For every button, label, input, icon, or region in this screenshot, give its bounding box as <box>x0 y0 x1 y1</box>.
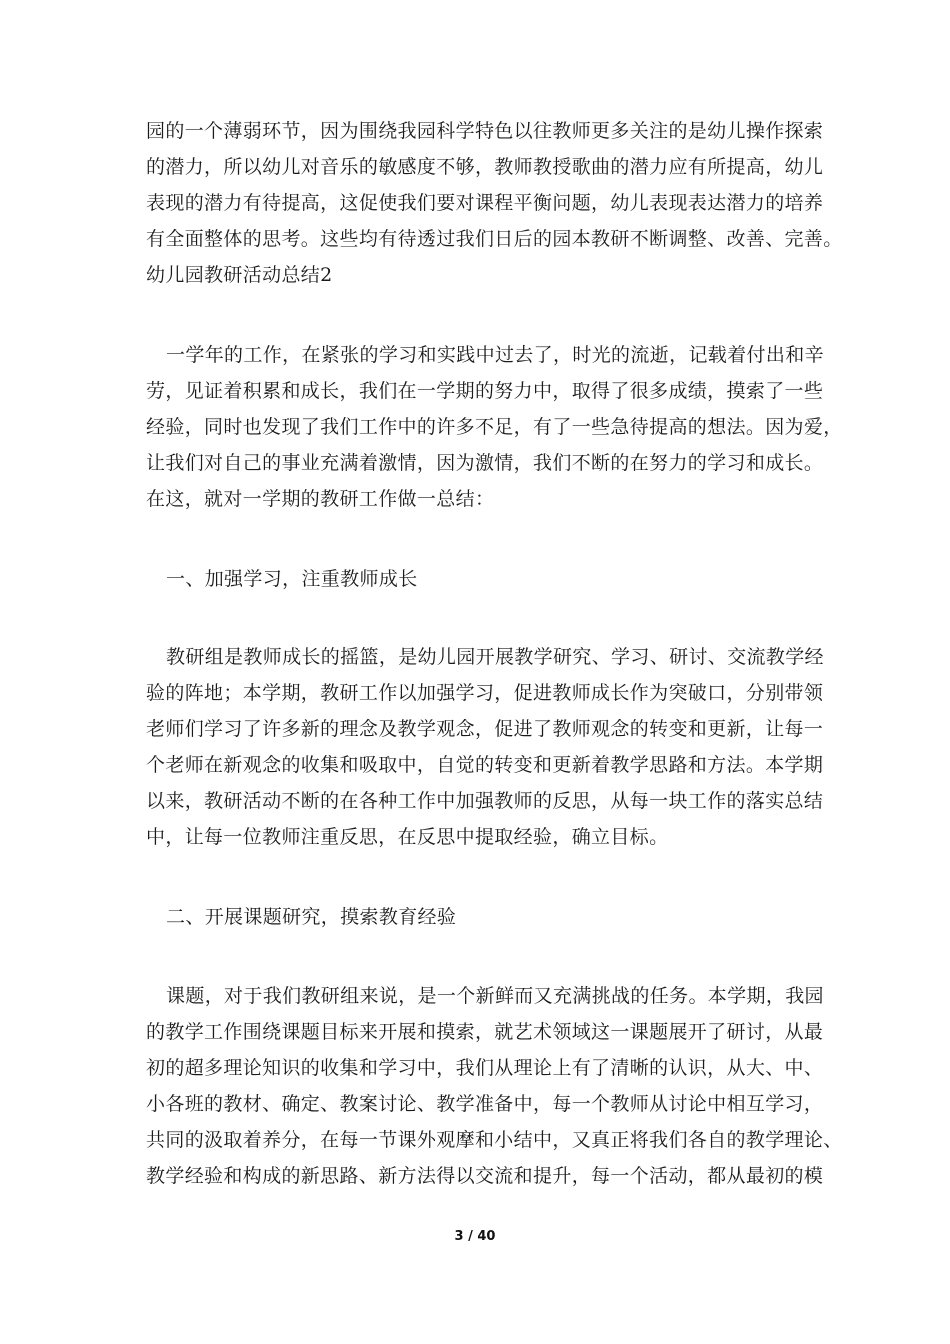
heading-2: 二、开展课题研究，摸索教育经验 <box>166 906 457 928</box>
text-line: 让我们对自己的事业充满着激情，因为激情，我们不断的在努力的学习和成长。 <box>146 452 824 474</box>
text-line: 教学经验和构成的新思路、新方法得以交流和提升，每一个活动，都从最初的模 <box>146 1165 824 1187</box>
text-line: 初的超多理论知识的收集和学习中，我们从理论上有了清晰的认识，从大、中、 <box>146 1057 824 1079</box>
text-line: 园的一个薄弱环节，因为围绕我园科学特色以往教师更多关注的是幼儿操作探索 <box>146 120 824 142</box>
text-line: 共同的汲取着养分，在每一节课外观摩和小结中，又真正将我们各自的教学理论、 <box>146 1129 843 1151</box>
text-line: 以来，教研活动不断的在各种工作中加强教师的反思，从每一块工作的落实总结 <box>146 790 824 812</box>
text-line: 的教学工作围绕课题目标来开展和摸索，就艺术领域这一课题展开了研讨，从最 <box>146 1021 824 1043</box>
text-line: 验的阵地；本学期，教研工作以加强学习，促进教师成长作为突破口，分别带领 <box>146 682 824 704</box>
text-line: 有全面整体的思考。这些均有待透过我们日后的园本教研不断调整、改善、完善。 <box>146 228 843 250</box>
text-line: 老师们学习了许多新的理念及教学观念，促进了教师观念的转变和更新，让每一 <box>146 718 824 740</box>
text-line: 的潜力，所以幼儿对音乐的敏感度不够，教师教授歌曲的潜力应有所提高，幼儿 <box>146 156 824 178</box>
text-line: 表现的潜力有待提高，这促使我们要对课程平衡问题，幼儿表现表达潜力的培养 <box>146 192 824 214</box>
text-line: 经验，同时也发现了我们工作中的许多不足，有了一些急待提高的想法。因为爱， <box>146 416 843 438</box>
heading-1: 一、加强学习，注重教师成长 <box>166 568 418 590</box>
section-title: 幼儿园教研活动总结2 <box>146 264 333 286</box>
text-line: 课题，对于我们教研组来说，是一个新鲜而又充满挑战的任务。本学期，我园 <box>166 985 824 1007</box>
text-line: 中，让每一位教师注重反思，在反思中提取经验，确立目标。 <box>146 826 669 848</box>
page-number: 3 / 40 <box>454 1229 496 1244</box>
text-line: 劳，见证着积累和成长，我们在一学期的努力中，取得了很多成绩，摸索了一些 <box>146 380 824 402</box>
text-line: 小各班的教材、确定、教案讨论、教学准备中，每一个教师从讨论中相互学习， <box>146 1093 824 1115</box>
text-line: 教研组是教师成长的摇篮，是幼儿园开展教学研究、学习、研讨、交流教学经 <box>166 646 824 668</box>
text-line: 在这，就对一学期的教研工作做一总结： <box>146 488 495 510</box>
text-line: 一学年的工作，在紧张的学习和实践中过去了，时光的流逝，记载着付出和辛 <box>166 344 824 366</box>
text-line: 个老师在新观念的收集和吸取中，自觉的转变和更新着教学思路和方法。本学期 <box>146 754 824 776</box>
